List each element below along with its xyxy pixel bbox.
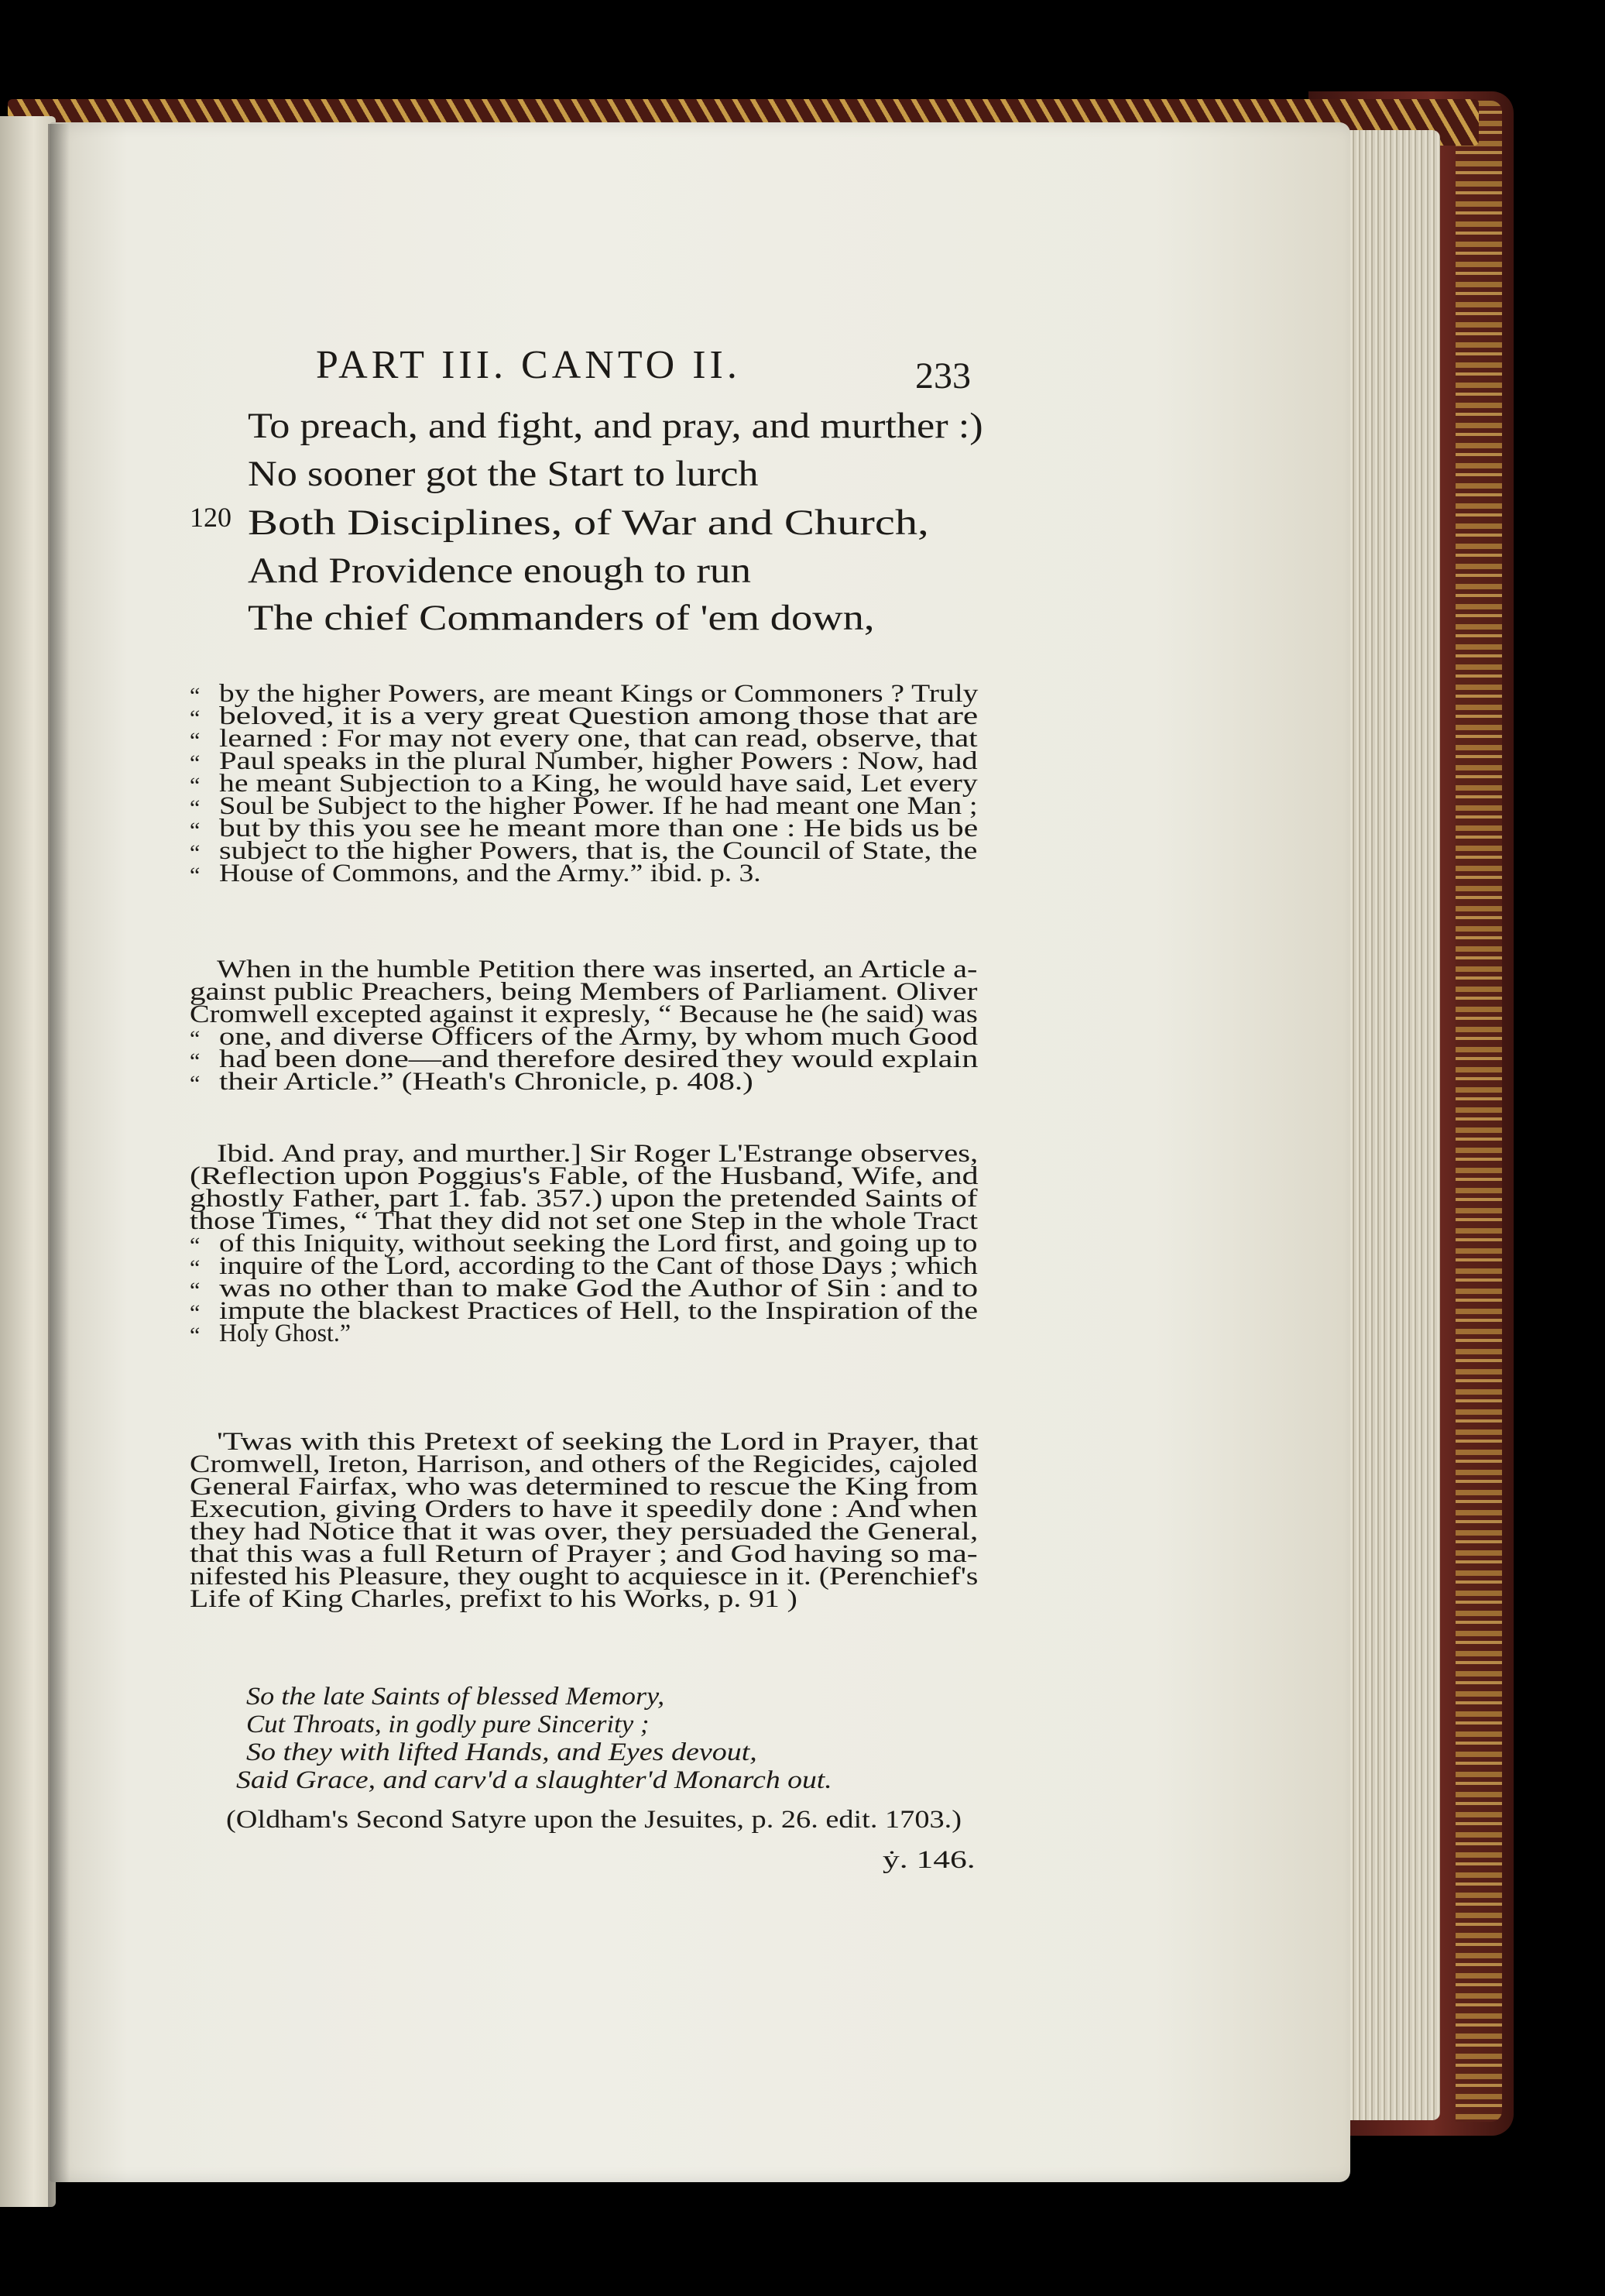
quote-mark: “ bbox=[190, 683, 201, 709]
note-line: Execution, giving Orders to have it speedily done : And when bbox=[190, 1495, 978, 1523]
quote-mark: “ bbox=[190, 1071, 201, 1097]
note-line: those Times, “ That they did not set one Step in the whole Tract bbox=[190, 1207, 979, 1235]
running-head: PART III. CANTO II. bbox=[316, 343, 741, 387]
gutter-shadow bbox=[48, 124, 70, 2207]
note-line: subject to the higher Powers, that is, the Council of State, the bbox=[219, 837, 978, 865]
note-line: but by this you see he meant more than one : He bids us be bbox=[219, 815, 979, 843]
quote-mark: “ bbox=[190, 728, 201, 753]
note-line: he meant Subjection to a King, he would have said, Let every bbox=[219, 770, 978, 798]
catchword: ẏ. 146. bbox=[883, 1846, 976, 1874]
quote-mark: “ bbox=[190, 1233, 201, 1258]
line-number: 120 bbox=[190, 502, 231, 533]
poem-line: Cut Throats, in godly pure Sincerity ; bbox=[246, 1711, 650, 1738]
gilt-border-ornament bbox=[1456, 101, 1502, 2122]
note-line: House of Commons, and the Army.” ibid. p. 3. bbox=[219, 860, 761, 887]
quote-mark: “ bbox=[190, 750, 201, 776]
note-line: Soul be Subject to the higher Power. If he had meant one Man ; bbox=[219, 792, 978, 820]
note-line: inquire of the Lord, according to the Cant of those Days ; which bbox=[219, 1252, 978, 1280]
poem-line: Said Grace, and carv'd a slaughter'd Monarch out. bbox=[236, 1766, 832, 1794]
note-line: had been done—and therefore desired they would explain bbox=[219, 1045, 979, 1073]
quote-mark: “ bbox=[190, 1300, 201, 1326]
quote-mark: “ bbox=[190, 1278, 201, 1303]
note-line: gainst public Preachers, being Members of Parliament. Oliver bbox=[190, 978, 978, 1006]
page-number: 233 bbox=[915, 355, 971, 396]
note-line: impute the blackest Practices of Hell, to the Inspiration of the bbox=[219, 1297, 979, 1325]
verse-line: No sooner got the Start to lurch bbox=[248, 454, 759, 494]
verse-line: To preach, and fight, and pray, and murther :) bbox=[248, 406, 983, 446]
note-line: they had Notice that it was over, they persuaded the General, bbox=[190, 1518, 979, 1546]
quote-mark: “ bbox=[190, 1323, 201, 1348]
quote-mark: “ bbox=[190, 773, 201, 798]
quote-mark: “ bbox=[190, 840, 201, 866]
note-line: General Fairfax, who was determined to rescue the King from bbox=[190, 1473, 979, 1501]
note-line: Paul speaks in the plural Number, higher Powers : Now, had bbox=[219, 747, 978, 775]
quote-mark: “ bbox=[190, 795, 201, 821]
note-line: was no other than to make God the Author of Sin : and to bbox=[219, 1275, 979, 1302]
note-line: of this Iniquity, without seeking the Lord first, and going up to bbox=[219, 1230, 978, 1258]
poem-line: So they with lifted Hands, and Eyes devout, bbox=[246, 1738, 757, 1766]
note-line: that this was a full Return of Prayer ; and God having so ma- bbox=[190, 1540, 978, 1568]
note-line: beloved, it is a very great Question among those that are bbox=[219, 702, 979, 730]
note-line: (Reflection upon Poggius's Fable, of the Husband, Wife, and bbox=[190, 1162, 979, 1190]
poem-line: So the late Saints of blessed Memory, bbox=[246, 1683, 665, 1711]
verse-line: The chief Commanders of 'em down, bbox=[248, 598, 875, 638]
quote-mark: “ bbox=[190, 1048, 201, 1074]
verse-line: And Providence enough to run bbox=[248, 551, 751, 591]
note-line: nifested his Pleasure, they ought to acquiesce in it. (Perenchief's bbox=[190, 1563, 979, 1591]
note-line: 'Twas with this Pretext of seeking the Lord in Prayer, that bbox=[217, 1428, 979, 1456]
quote-mark: “ bbox=[190, 863, 201, 888]
quote-mark: “ bbox=[190, 1026, 201, 1052]
note-line: Life of King Charles, prefixt to his Works, p. 91 ) bbox=[190, 1585, 797, 1613]
verse-line: Both Disciplines, of War and Church, bbox=[248, 503, 929, 543]
quote-mark: “ bbox=[190, 705, 201, 731]
note-line: Holy Ghost.” bbox=[219, 1320, 351, 1347]
note-line: one, and diverse Officers of the Army, by whom much Good bbox=[219, 1023, 979, 1051]
citation: (Oldham's Second Satyre upon the Jesuites, p. 26. edit. 1703.) bbox=[226, 1806, 962, 1834]
note-line: Cromwell, Ireton, Harrison, and others of the Regicides, cajoled bbox=[190, 1450, 978, 1478]
note-line: Ibid. And pray, and murther.] Sir Roger L'Estrange observes, bbox=[217, 1140, 979, 1168]
note-line: their Article.” (Heath's Chronicle, p. 408.) bbox=[219, 1068, 753, 1096]
note-line: Cromwell excepted against it expresly, “ Because he (he said) was bbox=[190, 1000, 978, 1028]
quote-mark: “ bbox=[190, 818, 201, 843]
note-line: ghostly Father, part 1. fab. 357.) upon the pretended Saints of bbox=[190, 1185, 978, 1213]
quote-mark: “ bbox=[190, 1255, 201, 1281]
note-line: When in the humble Petition there was inserted, an Article a- bbox=[217, 956, 978, 983]
note-line: learned : For may not every one, that can read, observe, that bbox=[219, 725, 978, 753]
note-line: by the higher Powers, are meant Kings or Commoners ? Truly bbox=[219, 680, 979, 708]
